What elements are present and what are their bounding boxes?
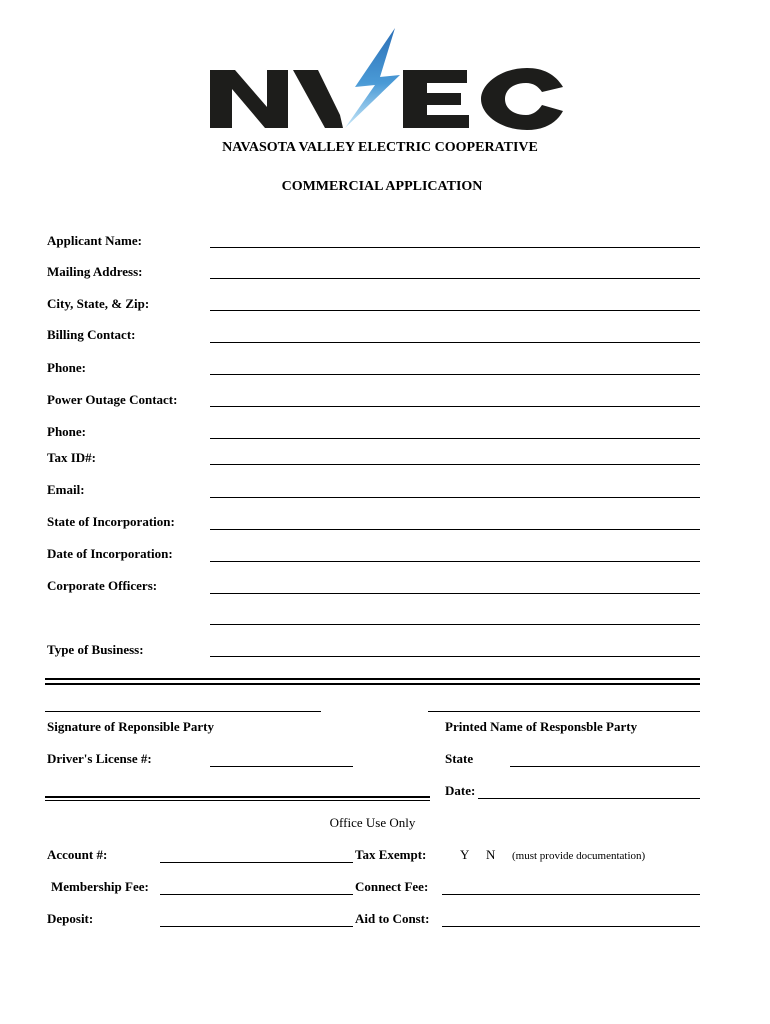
- connect-fee-label: Connect Fee:: [355, 879, 429, 894]
- state-of-incorporation-field[interactable]: [210, 529, 700, 530]
- city-state-zip-field[interactable]: [210, 310, 700, 311]
- corporate-officers-label: Corporate Officers:: [47, 578, 158, 593]
- corporate-officers-field-1[interactable]: [210, 593, 700, 594]
- tax-id-field[interactable]: [210, 464, 700, 465]
- date-field[interactable]: [478, 798, 700, 799]
- outage-phone-label: Phone:: [47, 424, 86, 439]
- deposit-field[interactable]: [160, 926, 353, 927]
- power-outage-contact-label: Power Outage Contact:: [47, 392, 178, 407]
- tax-exempt-yes-option[interactable]: Y: [460, 847, 470, 862]
- aid-to-const-label: Aid to Const:: [355, 911, 430, 926]
- aid-to-const-field[interactable]: [442, 926, 700, 927]
- signature-label: Signature of Reponsible Party: [47, 719, 214, 734]
- billing-contact-label: Billing Contact:: [47, 327, 136, 342]
- tax-exempt-no-option[interactable]: N: [486, 847, 496, 862]
- applicant-name-field[interactable]: [210, 247, 700, 248]
- email-label: Email:: [47, 482, 85, 497]
- organization-name: NAVASOTA VALLEY ELECTRIC COOPERATIVE: [222, 140, 538, 155]
- signature-field[interactable]: [45, 711, 321, 712]
- lightning-bolt-icon: [345, 28, 400, 128]
- state-of-incorporation-label: State of Incorporation:: [47, 514, 175, 529]
- office-use-title: Office Use Only: [329, 815, 416, 830]
- tax-id-label: Tax ID#:: [47, 450, 97, 465]
- email-field[interactable]: [210, 497, 700, 498]
- phone-label: Phone:: [47, 360, 86, 375]
- drivers-license-label: Driver's License #:: [47, 751, 152, 766]
- type-of-business-label: Type of Business:: [47, 642, 144, 657]
- mailing-address-field[interactable]: [210, 278, 700, 279]
- mailing-address-label: Mailing Address:: [47, 264, 143, 279]
- date-of-incorporation-field[interactable]: [210, 561, 700, 562]
- nvec-logo: [205, 25, 570, 135]
- type-of-business-field[interactable]: [210, 656, 700, 657]
- logo-letter-n: [210, 70, 288, 128]
- form-title: COMMERCIAL APPLICATION: [281, 179, 483, 194]
- office-divider: [45, 796, 430, 801]
- logo-letter-c: [481, 68, 563, 130]
- applicant-name-label: Applicant Name:: [47, 233, 142, 248]
- membership-fee-label: Membership Fee:: [51, 879, 149, 894]
- phone-field[interactable]: [210, 374, 700, 375]
- account-field[interactable]: [160, 862, 353, 863]
- logo-letter-v: [293, 70, 343, 128]
- corporate-officers-field-2[interactable]: [210, 624, 700, 625]
- logo-letter-e: [403, 70, 469, 128]
- section-divider: [45, 678, 700, 685]
- outage-phone-field[interactable]: [210, 438, 700, 439]
- printed-name-label: Printed Name of Responsble Party: [445, 719, 638, 734]
- deposit-label: Deposit:: [47, 911, 94, 926]
- state-label: State: [445, 751, 474, 766]
- state-field[interactable]: [510, 766, 700, 767]
- date-of-incorporation-label: Date of Incorporation:: [47, 546, 173, 561]
- connect-fee-field[interactable]: [442, 894, 700, 895]
- date-label: Date:: [445, 783, 476, 798]
- tax-exempt-label: Tax Exempt:: [355, 847, 427, 862]
- city-state-zip-label: City, State, & Zip:: [47, 296, 150, 311]
- printed-name-field[interactable]: [428, 711, 700, 712]
- tax-exempt-note: (must provide documentation): [512, 850, 646, 862]
- drivers-license-field[interactable]: [210, 766, 353, 767]
- account-label: Account #:: [47, 847, 108, 862]
- billing-contact-field[interactable]: [210, 342, 700, 343]
- membership-fee-field[interactable]: [160, 894, 353, 895]
- power-outage-contact-field[interactable]: [210, 406, 700, 407]
